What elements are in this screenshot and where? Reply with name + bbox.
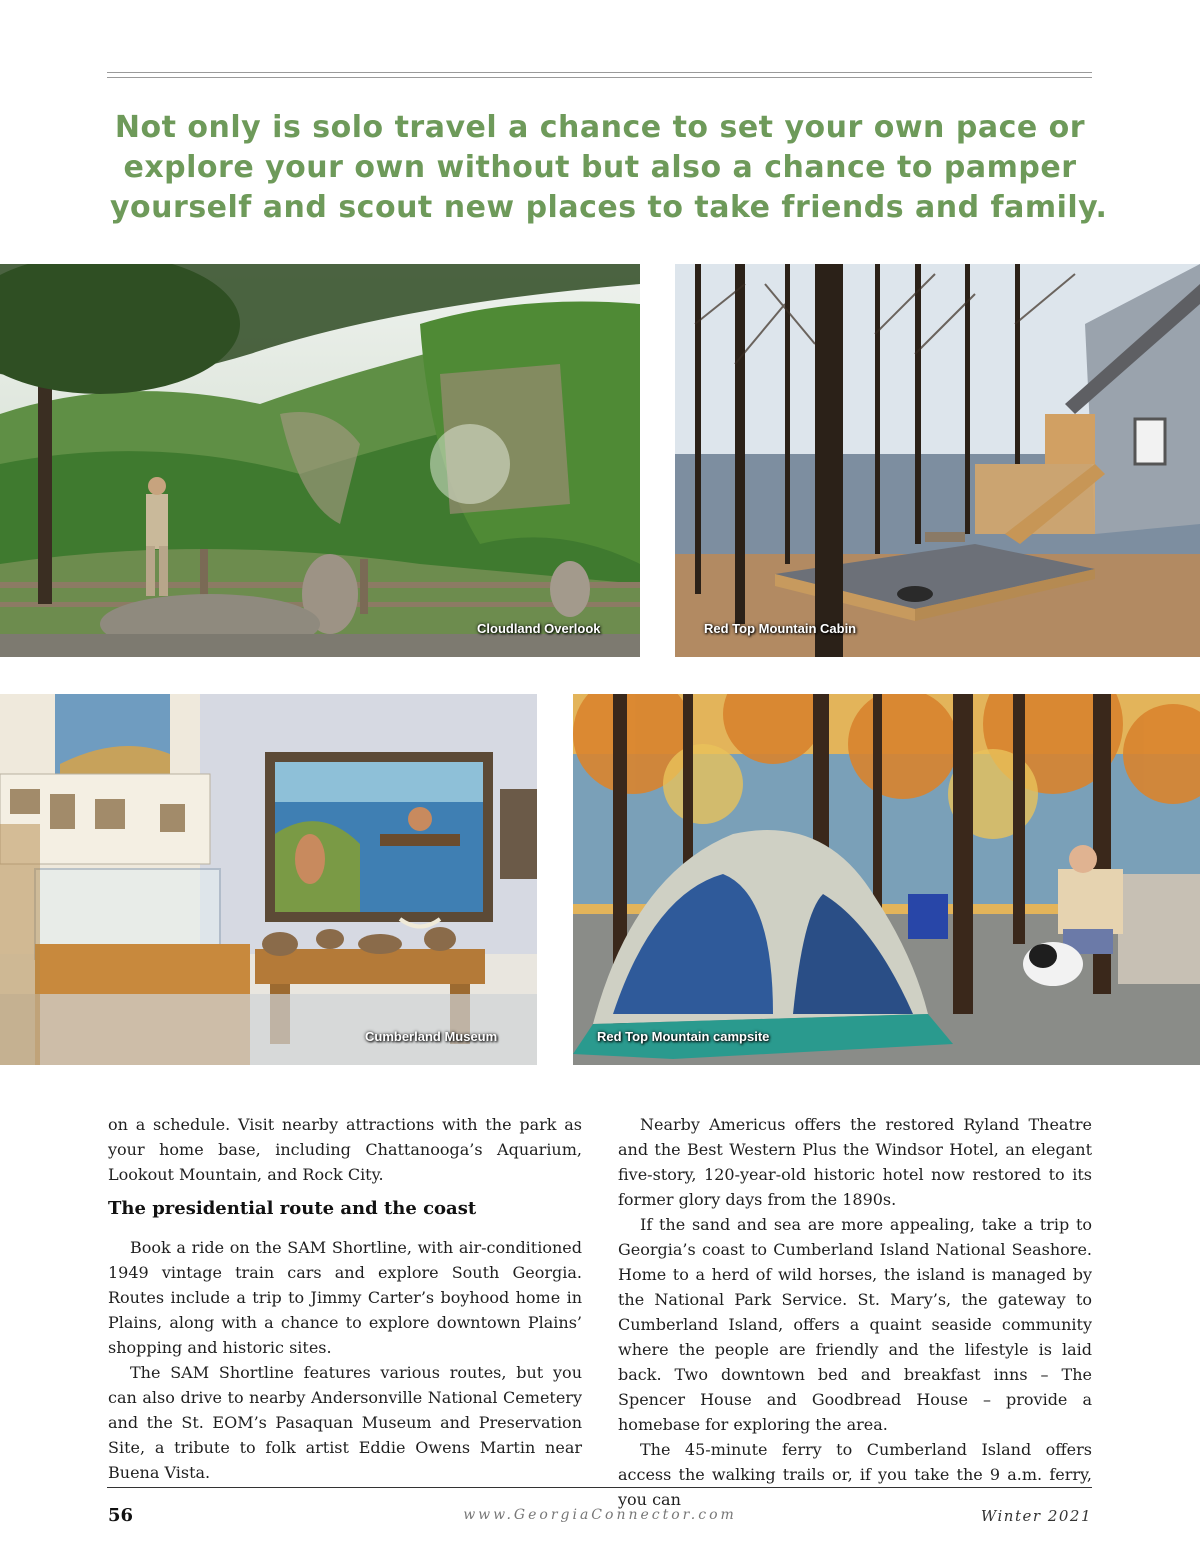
- body-paragraph: The SAM Shortline features various routes, but you can also drive to nearby Andersonville National Cemetery and the St. EOM’s Pasaquan Museum and Preservation Site, a tribute to folk artist Eddie Owens Martin near Buena Vista.: [108, 1363, 582, 1482]
- left-column: [108, 1112, 582, 1485]
- pull-quote: [110, 108, 1108, 228]
- pull-quote-line: yourself and scout new places to take friends and family.: [110, 190, 1108, 225]
- right-column: [618, 1112, 1092, 1512]
- top-rule: [107, 72, 1092, 73]
- website-link[interactable]: www.GeorgiaConnector.com: [463, 1507, 737, 1523]
- photo-red-top-mountain-campsite: [573, 694, 1200, 1065]
- body-paragraph: The 45-minute ferry to Cumberland Island offers access the walking trails or, if you take the 9 a.m. ferry, you can: [618, 1440, 1092, 1509]
- photo-red-top-mountain-cabin: [675, 264, 1200, 657]
- photo-caption: Red Top Mountain campsite: [597, 1029, 770, 1044]
- pull-quote-line: explore your own without but also a chance to pamper: [123, 150, 1077, 185]
- issue-date: Winter 2021: [980, 1507, 1092, 1525]
- section-heading: The presidential route and the coast: [108, 1198, 477, 1219]
- photo-caption: Cumberland Museum: [365, 1029, 498, 1044]
- photo-cloudland-overlook: [0, 264, 640, 657]
- body-paragraph: Book a ride on the SAM Shortline, with air-conditioned 1949 vintage train cars and explore South Georgia. Routes include a trip to Jimmy Carter’s boyhood home in Plains, along with a chance to explore downtown Plains’ shopping and historic sites.: [108, 1238, 582, 1357]
- photo-cumberland-museum: [0, 694, 537, 1065]
- footer-rule: [107, 1487, 1092, 1488]
- page-number: 56: [108, 1505, 134, 1526]
- photo-caption: Red Top Mountain Cabin: [704, 621, 857, 636]
- pull-quote-line: Not only is solo travel a chance to set your own pace or: [114, 110, 1086, 145]
- body-paragraph: on a schedule. Visit nearby attractions with the park as your home base, including Chattanooga’s Aquarium, Lookout Mountain, and Rock City.: [108, 1115, 582, 1184]
- top-rule-second: [107, 77, 1092, 78]
- body-paragraph: If the sand and sea are more appealing, take a trip to Georgia’s coast to Cumberland Island National Seashore. Home to a herd of wild horses, the island is managed by the National Park Service. St. Mary’s, the gateway to Cumberland Island, offers a quaint seaside community where the people are friendly and the lifestyle is laid back. Two downtown bed and breakfast inns – The Spencer House and Goodbread House – provide a homebase for exploring the area.: [618, 1215, 1092, 1434]
- body-paragraph: Nearby Americus offers the restored Ryland Theatre and the Best Western Plus the Windsor Hotel, an elegant five-story, 120-year-old historic hotel now restored to its former glory days from the 1890s.: [618, 1115, 1092, 1209]
- photo-caption: Cloudland Overlook: [477, 621, 601, 636]
